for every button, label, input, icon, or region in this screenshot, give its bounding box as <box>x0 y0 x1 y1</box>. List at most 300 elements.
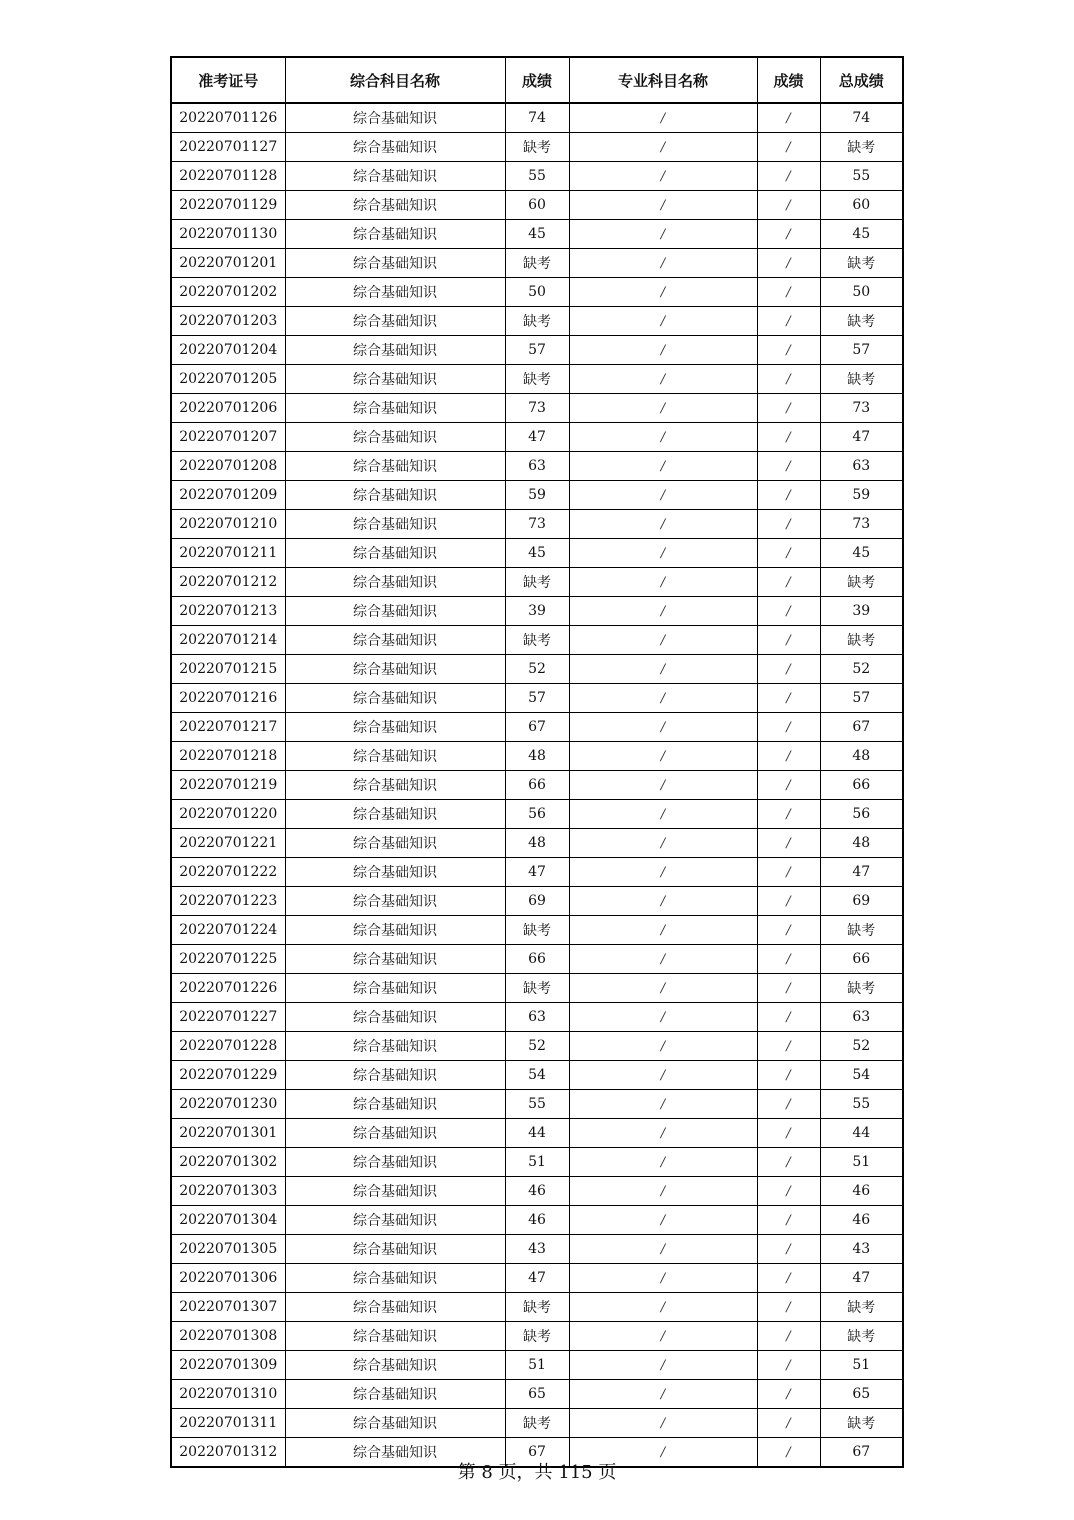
table-row <box>171 713 903 742</box>
major-subject-cell: / <box>569 452 757 481</box>
exam-id-cell: 20220701309 <box>171 1351 285 1380</box>
table-row <box>171 423 903 452</box>
general-subject-cell: 综合基础知识 <box>285 800 505 829</box>
exam-id-cell: 20220701205 <box>171 365 285 394</box>
total-score-cell: 46 <box>820 1177 903 1206</box>
general-subject-cell: 综合基础知识 <box>285 1351 505 1380</box>
general-subject-cell: 综合基础知识 <box>285 742 505 771</box>
exam-id-cell: 20220701312 <box>171 1438 285 1468</box>
major-subject-cell: / <box>569 307 757 336</box>
table-row <box>171 916 903 945</box>
general-subject-cell: 综合基础知识 <box>285 945 505 974</box>
major-score-cell: / <box>757 278 820 307</box>
general-subject-cell: 综合基础知识 <box>285 887 505 916</box>
general-subject-cell: 综合基础知识 <box>285 481 505 510</box>
header-total-score: 总成绩 <box>820 57 903 103</box>
major-subject-cell: / <box>569 1351 757 1380</box>
general-subject-cell: 综合基础知识 <box>285 1293 505 1322</box>
total-score-cell: 缺考 <box>820 133 903 162</box>
general-subject-cell: 综合基础知识 <box>285 1206 505 1235</box>
total-score-cell: 67 <box>820 1438 903 1468</box>
major-score-cell: / <box>757 1032 820 1061</box>
general-subject-cell: 综合基础知识 <box>285 829 505 858</box>
general-score-cell: 67 <box>505 1438 569 1468</box>
general-subject-cell: 综合基础知识 <box>285 1235 505 1264</box>
general-score-cell: 43 <box>505 1235 569 1264</box>
major-subject-cell: / <box>569 191 757 220</box>
major-score-cell: / <box>757 597 820 626</box>
major-subject-cell: / <box>569 133 757 162</box>
general-subject-cell: 综合基础知识 <box>285 684 505 713</box>
major-subject-cell: / <box>569 1090 757 1119</box>
table-row <box>171 103 903 133</box>
table-row <box>171 1351 903 1380</box>
total-score-cell: 48 <box>820 742 903 771</box>
table-row <box>171 307 903 336</box>
general-score-cell: 65 <box>505 1380 569 1409</box>
general-subject-cell: 综合基础知识 <box>285 1409 505 1438</box>
table-row <box>171 249 903 278</box>
header-major-score: 成绩 <box>757 57 820 103</box>
total-score-cell: 缺考 <box>820 1322 903 1351</box>
major-subject-cell: / <box>569 1032 757 1061</box>
major-subject-cell: / <box>569 655 757 684</box>
exam-id-cell: 20220701227 <box>171 1003 285 1032</box>
total-score-cell: 48 <box>820 829 903 858</box>
major-score-cell: / <box>757 249 820 278</box>
exam-id-cell: 20220701215 <box>171 655 285 684</box>
general-subject-cell: 综合基础知识 <box>285 655 505 684</box>
table-row <box>171 597 903 626</box>
table-row <box>171 1206 903 1235</box>
header-major-subject: 专业科目名称 <box>569 57 757 103</box>
general-subject-cell: 综合基础知识 <box>285 249 505 278</box>
general-subject-cell: 综合基础知识 <box>285 771 505 800</box>
general-subject-cell: 综合基础知识 <box>285 1380 505 1409</box>
exam-id-cell: 20220701210 <box>171 510 285 539</box>
general-score-cell: 缺考 <box>505 1322 569 1351</box>
major-score-cell: / <box>757 1061 820 1090</box>
major-score-cell: / <box>757 1351 820 1380</box>
header-general-subject: 综合科目名称 <box>285 57 505 103</box>
exam-id-cell: 20220701306 <box>171 1264 285 1293</box>
major-score-cell: / <box>757 887 820 916</box>
exam-id-cell: 20220701305 <box>171 1235 285 1264</box>
major-subject-cell: / <box>569 1003 757 1032</box>
table-row <box>171 626 903 655</box>
total-score-cell: 54 <box>820 1061 903 1090</box>
general-score-cell: 缺考 <box>505 916 569 945</box>
exam-id-cell: 20220701211 <box>171 539 285 568</box>
exam-id-cell: 20220701207 <box>171 423 285 452</box>
table-row <box>171 133 903 162</box>
table-row <box>171 191 903 220</box>
table-row <box>171 278 903 307</box>
major-subject-cell: / <box>569 278 757 307</box>
general-subject-cell: 综合基础知识 <box>285 1264 505 1293</box>
major-score-cell: / <box>757 771 820 800</box>
general-score-cell: 55 <box>505 1090 569 1119</box>
exam-id-cell: 20220701202 <box>171 278 285 307</box>
exam-id-cell: 20220701203 <box>171 307 285 336</box>
general-score-cell: 46 <box>505 1177 569 1206</box>
table-row <box>171 974 903 1003</box>
general-subject-cell: 综合基础知识 <box>285 1438 505 1468</box>
exam-id-cell: 20220701301 <box>171 1119 285 1148</box>
total-score-cell: 43 <box>820 1235 903 1264</box>
total-score-cell: 69 <box>820 887 903 916</box>
major-subject-cell: / <box>569 1177 757 1206</box>
general-subject-cell: 综合基础知识 <box>285 568 505 597</box>
general-score-cell: 66 <box>505 771 569 800</box>
major-score-cell: / <box>757 510 820 539</box>
major-score-cell: / <box>757 365 820 394</box>
total-score-cell: 73 <box>820 394 903 423</box>
exam-id-cell: 20220701213 <box>171 597 285 626</box>
exam-id-cell: 20220701219 <box>171 771 285 800</box>
general-subject-cell: 综合基础知识 <box>285 916 505 945</box>
major-score-cell: / <box>757 916 820 945</box>
table-body <box>171 103 903 1467</box>
total-score-cell: 66 <box>820 771 903 800</box>
major-score-cell: / <box>757 1148 820 1177</box>
exam-id-cell: 20220701220 <box>171 800 285 829</box>
exam-id-cell: 20220701224 <box>171 916 285 945</box>
general-score-cell: 47 <box>505 1264 569 1293</box>
total-score-cell: 57 <box>820 684 903 713</box>
general-score-cell: 46 <box>505 1206 569 1235</box>
general-score-cell: 63 <box>505 1003 569 1032</box>
total-score-cell: 缺考 <box>820 365 903 394</box>
major-score-cell: / <box>757 626 820 655</box>
total-score-cell: 缺考 <box>820 626 903 655</box>
major-score-cell: / <box>757 191 820 220</box>
exam-id-cell: 20220701204 <box>171 336 285 365</box>
total-score-cell: 51 <box>820 1148 903 1177</box>
general-subject-cell: 综合基础知识 <box>285 365 505 394</box>
exam-id-cell: 20220701311 <box>171 1409 285 1438</box>
table-row <box>171 452 903 481</box>
major-subject-cell: / <box>569 684 757 713</box>
total-score-cell: 39 <box>820 597 903 626</box>
general-score-cell: 39 <box>505 597 569 626</box>
exam-id-cell: 20220701218 <box>171 742 285 771</box>
general-score-cell: 57 <box>505 336 569 365</box>
exam-id-cell: 20220701304 <box>171 1206 285 1235</box>
table-row <box>171 800 903 829</box>
table-row <box>171 481 903 510</box>
general-score-cell: 缺考 <box>505 1293 569 1322</box>
table-row <box>171 887 903 916</box>
exam-id-cell: 20220701209 <box>171 481 285 510</box>
exam-id-cell: 20220701216 <box>171 684 285 713</box>
exam-id-cell: 20220701208 <box>171 452 285 481</box>
table-row <box>171 365 903 394</box>
general-score-cell: 48 <box>505 829 569 858</box>
general-score-cell: 55 <box>505 162 569 191</box>
major-subject-cell: / <box>569 423 757 452</box>
general-subject-cell: 综合基础知识 <box>285 162 505 191</box>
major-subject-cell: / <box>569 365 757 394</box>
general-score-cell: 54 <box>505 1061 569 1090</box>
major-subject-cell: / <box>569 249 757 278</box>
general-score-cell: 45 <box>505 220 569 249</box>
table-row <box>171 336 903 365</box>
major-subject-cell: / <box>569 1380 757 1409</box>
major-score-cell: / <box>757 1380 820 1409</box>
major-score-cell: / <box>757 1293 820 1322</box>
major-subject-cell: / <box>569 713 757 742</box>
general-score-cell: 缺考 <box>505 1409 569 1438</box>
exam-id-cell: 20220701229 <box>171 1061 285 1090</box>
general-subject-cell: 综合基础知识 <box>285 452 505 481</box>
general-score-cell: 73 <box>505 510 569 539</box>
major-score-cell: / <box>757 800 820 829</box>
exam-id-cell: 20220701201 <box>171 249 285 278</box>
major-subject-cell: / <box>569 1061 757 1090</box>
general-score-cell: 57 <box>505 684 569 713</box>
general-score-cell: 缺考 <box>505 307 569 336</box>
general-score-cell: 52 <box>505 1032 569 1061</box>
table-row <box>171 858 903 887</box>
exam-id-cell: 20220701130 <box>171 220 285 249</box>
general-score-cell: 56 <box>505 800 569 829</box>
major-score-cell: / <box>757 103 820 133</box>
major-score-cell: / <box>757 974 820 1003</box>
general-score-cell: 59 <box>505 481 569 510</box>
general-subject-cell: 综合基础知识 <box>285 423 505 452</box>
major-subject-cell: / <box>569 742 757 771</box>
major-subject-cell: / <box>569 103 757 133</box>
total-score-cell: 55 <box>820 1090 903 1119</box>
table-row <box>171 1235 903 1264</box>
exam-id-cell: 20220701223 <box>171 887 285 916</box>
major-score-cell: / <box>757 307 820 336</box>
table-row <box>171 539 903 568</box>
major-subject-cell: / <box>569 974 757 1003</box>
major-subject-cell: / <box>569 394 757 423</box>
general-score-cell: 缺考 <box>505 133 569 162</box>
total-score-cell: 47 <box>820 858 903 887</box>
major-subject-cell: / <box>569 568 757 597</box>
general-score-cell: 74 <box>505 103 569 133</box>
exam-id-cell: 20220701214 <box>171 626 285 655</box>
total-score-cell: 缺考 <box>820 249 903 278</box>
major-score-cell: / <box>757 1322 820 1351</box>
total-score-cell: 51 <box>820 1351 903 1380</box>
table-row <box>171 1090 903 1119</box>
major-subject-cell: / <box>569 1409 757 1438</box>
table-row <box>171 742 903 771</box>
major-subject-cell: / <box>569 829 757 858</box>
general-score-cell: 60 <box>505 191 569 220</box>
major-score-cell: / <box>757 945 820 974</box>
major-subject-cell: / <box>569 1235 757 1264</box>
table-row <box>171 1032 903 1061</box>
table-row <box>171 829 903 858</box>
major-score-cell: / <box>757 394 820 423</box>
exam-id-cell: 20220701310 <box>171 1380 285 1409</box>
general-subject-cell: 综合基础知识 <box>285 103 505 133</box>
total-score-cell: 50 <box>820 278 903 307</box>
major-score-cell: / <box>757 220 820 249</box>
table-row <box>171 220 903 249</box>
total-score-cell: 67 <box>820 713 903 742</box>
table-row <box>171 1293 903 1322</box>
major-score-cell: / <box>757 858 820 887</box>
major-score-cell: / <box>757 481 820 510</box>
major-subject-cell: / <box>569 336 757 365</box>
general-subject-cell: 综合基础知识 <box>285 1061 505 1090</box>
total-score-cell: 47 <box>820 1264 903 1293</box>
general-subject-cell: 综合基础知识 <box>285 858 505 887</box>
general-score-cell: 45 <box>505 539 569 568</box>
table-row <box>171 1119 903 1148</box>
general-score-cell: 51 <box>505 1148 569 1177</box>
major-subject-cell: / <box>569 916 757 945</box>
general-score-cell: 47 <box>505 858 569 887</box>
major-score-cell: / <box>757 829 820 858</box>
major-subject-cell: / <box>569 597 757 626</box>
table-row <box>171 945 903 974</box>
general-subject-cell: 综合基础知识 <box>285 1177 505 1206</box>
table-row <box>171 1003 903 1032</box>
table-row <box>171 1380 903 1409</box>
exam-id-cell: 20220701206 <box>171 394 285 423</box>
major-score-cell: / <box>757 1119 820 1148</box>
exam-id-cell: 20220701228 <box>171 1032 285 1061</box>
general-subject-cell: 综合基础知识 <box>285 1032 505 1061</box>
major-score-cell: / <box>757 1264 820 1293</box>
major-subject-cell: / <box>569 481 757 510</box>
total-score-cell: 65 <box>820 1380 903 1409</box>
general-subject-cell: 综合基础知识 <box>285 133 505 162</box>
general-subject-cell: 综合基础知识 <box>285 626 505 655</box>
general-subject-cell: 综合基础知识 <box>285 597 505 626</box>
general-score-cell: 50 <box>505 278 569 307</box>
header-general-score: 成绩 <box>505 57 569 103</box>
total-score-cell: 59 <box>820 481 903 510</box>
total-score-cell: 45 <box>820 220 903 249</box>
major-score-cell: / <box>757 423 820 452</box>
general-score-cell: 48 <box>505 742 569 771</box>
exam-id-cell: 20220701225 <box>171 945 285 974</box>
table-row <box>171 1264 903 1293</box>
table-row <box>171 1148 903 1177</box>
general-subject-cell: 综合基础知识 <box>285 1322 505 1351</box>
total-score-cell: 57 <box>820 336 903 365</box>
exam-id-cell: 20220701302 <box>171 1148 285 1177</box>
general-subject-cell: 综合基础知识 <box>285 713 505 742</box>
general-subject-cell: 综合基础知识 <box>285 1003 505 1032</box>
exam-id-cell: 20220701127 <box>171 133 285 162</box>
table-row <box>171 162 903 191</box>
total-score-cell: 缺考 <box>820 1293 903 1322</box>
exam-id-cell: 20220701303 <box>171 1177 285 1206</box>
exam-id-cell: 20220701230 <box>171 1090 285 1119</box>
general-subject-cell: 综合基础知识 <box>285 1090 505 1119</box>
major-subject-cell: / <box>569 162 757 191</box>
general-subject-cell: 综合基础知识 <box>285 278 505 307</box>
table-row <box>171 510 903 539</box>
general-subject-cell: 综合基础知识 <box>285 394 505 423</box>
table-row <box>171 771 903 800</box>
major-score-cell: / <box>757 1090 820 1119</box>
exam-id-cell: 20220701217 <box>171 713 285 742</box>
general-score-cell: 67 <box>505 713 569 742</box>
general-subject-cell: 综合基础知识 <box>285 336 505 365</box>
table-header <box>171 57 903 103</box>
general-score-cell: 缺考 <box>505 626 569 655</box>
exam-id-cell: 20220701221 <box>171 829 285 858</box>
total-score-cell: 47 <box>820 423 903 452</box>
major-score-cell: / <box>757 655 820 684</box>
general-subject-cell: 综合基础知识 <box>285 220 505 249</box>
exam-id-cell: 20220701307 <box>171 1293 285 1322</box>
table-row <box>171 1177 903 1206</box>
major-score-cell: / <box>757 1235 820 1264</box>
major-score-cell: / <box>757 1409 820 1438</box>
major-subject-cell: / <box>569 510 757 539</box>
table-row <box>171 1409 903 1438</box>
general-subject-cell: 综合基础知识 <box>285 1148 505 1177</box>
exam-id-cell: 20220701222 <box>171 858 285 887</box>
general-subject-cell: 综合基础知识 <box>285 1119 505 1148</box>
total-score-cell: 52 <box>820 655 903 684</box>
major-subject-cell: / <box>569 1264 757 1293</box>
total-score-cell: 73 <box>820 510 903 539</box>
major-score-cell: / <box>757 568 820 597</box>
general-score-cell: 69 <box>505 887 569 916</box>
total-score-cell: 缺考 <box>820 568 903 597</box>
total-score-cell: 缺考 <box>820 1409 903 1438</box>
major-subject-cell: / <box>569 626 757 655</box>
general-subject-cell: 综合基础知识 <box>285 307 505 336</box>
major-score-cell: / <box>757 1003 820 1032</box>
total-score-cell: 45 <box>820 539 903 568</box>
total-score-cell: 56 <box>820 800 903 829</box>
total-score-cell: 74 <box>820 103 903 133</box>
total-score-cell: 63 <box>820 452 903 481</box>
total-score-cell: 55 <box>820 162 903 191</box>
major-subject-cell: / <box>569 1322 757 1351</box>
major-score-cell: / <box>757 162 820 191</box>
general-score-cell: 66 <box>505 945 569 974</box>
header-exam-id: 准考证号 <box>171 57 285 103</box>
major-subject-cell: / <box>569 220 757 249</box>
table-row <box>171 684 903 713</box>
major-score-cell: / <box>757 452 820 481</box>
exam-id-cell: 20220701126 <box>171 103 285 133</box>
major-score-cell: / <box>757 336 820 365</box>
major-score-cell: / <box>757 684 820 713</box>
general-score-cell: 44 <box>505 1119 569 1148</box>
general-score-cell: 缺考 <box>505 568 569 597</box>
general-score-cell: 51 <box>505 1351 569 1380</box>
major-score-cell: / <box>757 742 820 771</box>
major-subject-cell: / <box>569 1206 757 1235</box>
major-score-cell: / <box>757 1438 820 1468</box>
major-score-cell: / <box>757 713 820 742</box>
general-score-cell: 47 <box>505 423 569 452</box>
total-score-cell: 缺考 <box>820 974 903 1003</box>
total-score-cell: 缺考 <box>820 916 903 945</box>
major-subject-cell: / <box>569 1148 757 1177</box>
general-score-cell: 52 <box>505 655 569 684</box>
general-subject-cell: 综合基础知识 <box>285 191 505 220</box>
exam-id-cell: 20220701129 <box>171 191 285 220</box>
general-score-cell: 73 <box>505 394 569 423</box>
